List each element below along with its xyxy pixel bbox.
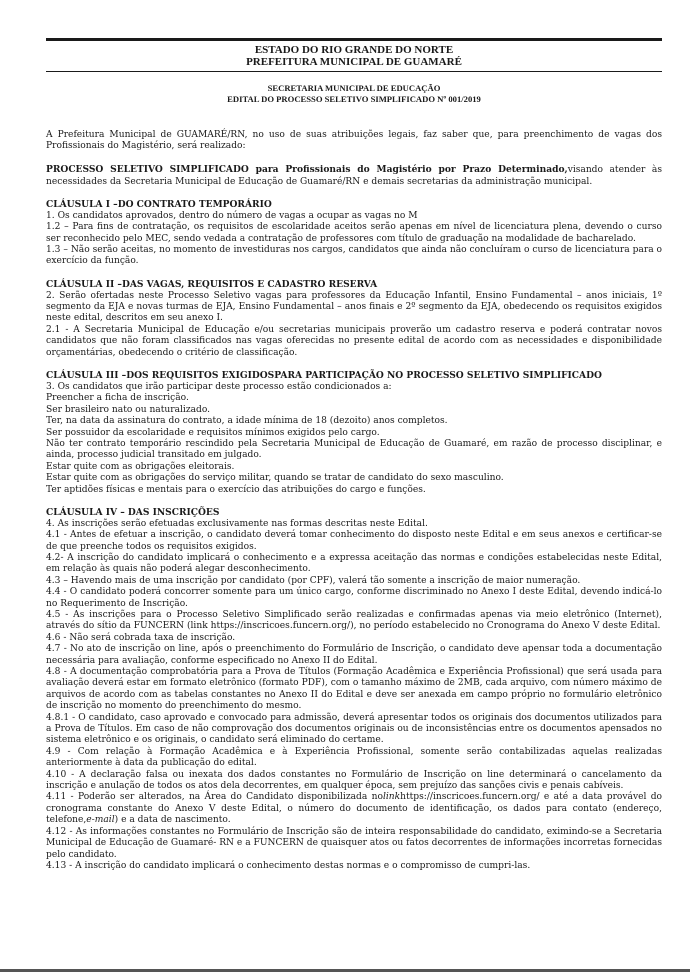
header-edital: EDITAL DO PROCESSO SELETIVO SIMPLIFICADO Nº 001/2019 [227, 94, 481, 104]
clause-4-item: 4.13 - A inscrição do candidato implicará o conhecimento destas normas e o compromisso de cumpri-las. [46, 860, 531, 871]
clause-2-title: CLÁUSULA II –DAS VAGAS, REQUISITOS E CADASTRO RESERVA [46, 279, 378, 291]
clause-4-item: 4.8 - A documentação comprobatória para a Prova de Títulos (Formação Acadêmica e Experiência Profissional) que será usada para avaliação deverá estar em formato eletrônico (formato PDF), com o tamanho máximo de 2MB, cada arquivo, com número máximo de arquivos de acordo com as tabelas constantes no Anexo II do Edital e deve ser anexada em campo próprio no formulário eletrônico de inscrição no momento do preenchimento do mesmo. [46, 667, 662, 712]
process-bold: PROCESSO SELETIVO SIMPLIFICADO para Profissionais do Magistério por Prazo Determinado, [46, 164, 568, 176]
header-bottom-rule [46, 71, 662, 72]
clause-4-item: 4.4 - O candidato poderá concorrer somente para um único cargo, conforme discriminado no Anexo I deste Edital, devendo indicá-lo no Requerimento de Inscrição. [46, 587, 662, 609]
clause-4-item: 4.9 - Com relação à Formação Acadêmica e à Experiência Profissional, somente serão contabilizadas aquelas realizadas anteriormente à data da publicação do edital. [46, 746, 662, 769]
document-body [46, 130, 662, 872]
clause-3-item: Ter aptidões físicas e mentais para o exercício das atribuições do cargo e funções. [46, 484, 426, 495]
clause-4-item: 4.10 - A declaração falsa ou inexata dos dados constantes no Formulário de Inscrição on line determinará o cancelamento da inscrição e anulação de todos os atos dela decorrentes, em qualquer época, sem prejuízo das sanções civis e penais cabíveis. [46, 769, 662, 792]
clause-1-title: CLÁUSULA I –DO CONTRATO TEMPORÁRIO [46, 199, 272, 211]
clause-3-item: Ser brasileiro nato ou naturalizado. [46, 404, 211, 415]
clause-3-item: Estar quite com as obrigações eleitorais. [46, 461, 235, 472]
process-paragraph [46, 164, 662, 188]
clause-4-item-4-11: 4.11 - Poderão ser alterados, na Área do Candidato disponibilizada nolinkhttps://inscricoes.funcern.org/ e até a data provável do cronograma constante do Anexo V deste Edital, o número do documento de identificação, os dados para contato (endereço, telefone,e-mail) e a data de nascimento. [46, 792, 662, 826]
clause-4-item: 4. As inscrições serão efetuadas exclusivamente nas formas descritas neste Edital. [46, 518, 428, 529]
clause-4-item: 4.3 – Havendo mais de uma inscrição por candidato (por CPF), valerá tão somente a inscrição de maior numeração. [46, 575, 581, 586]
clause-3-item: 3. Os candidatos que irão participar deste processo estão condicionados a: [46, 381, 392, 392]
clause-4-item: 4.2- A inscrição do candidato implicará o conhecimento e a expressa aceitação das normas e condições estabelecidas neste Edital, em relação às quais não poderá alegar desconhecimento. [46, 552, 662, 575]
header-city: PREFEITURA MUNICIPAL DE GUAMARÉ [246, 56, 462, 68]
clause-3-item: Ter, na data da assinatura do contrato, a idade mínima de 18 (dezoito) anos completos. [46, 416, 448, 427]
clause-2-item: 2.1 - A Secretaria Municipal de Educação e/ou secretarias municipais proverão um cadastro reserva e poderá contratar novos candidatos que não foram classificados nas vagas oferecidas no presente edital de acordo com as necessidades e disponibilidade orçamentárias, obedecendo o critério de classificação. [46, 324, 662, 358]
clause-4-item: 4.12 - As informações constantes no Formulário de Inscrição são de inteira responsabilidade do candidato, eximindo-se a Secretaria Municipal de Educação de Guamaré- RN e a FUNCERN de quaisquer atos ou fatos decorrentes de informações incorretas fornecidas pelo candidato. [46, 826, 662, 860]
clause-3-item: Não ter contrato temporário rescindido pela Secretaria Municipal de Educação de Guamaré, em razão de processo disciplinar, e ainda, processo judicial transitado em julgado. [46, 438, 662, 461]
clause-3-title: CLÁUSULA III –DOS REQUISITOS EXIGIDOSPARA PARTICIPAÇÃO NO PROCESSO SELETIVO SIMPLIFICADO [46, 370, 602, 382]
header-state: ESTADO DO RIO GRANDE DO NORTE [254, 44, 454, 56]
clause-1-item: 1. Os candidatos aprovados, dentro do número de vagas a ocupar as vagas no M [46, 210, 418, 221]
clause-1-item: 1.3 – Não serão aceitas, no momento de investiduras nos cargos, candidatos que ainda não concluíram o curso de licenciatura para o exercício da função. [46, 245, 662, 267]
clause-4-item: 4.5 - As inscrições para o Processo Seletivo Simplificado serão realizadas e confirmadas apenas via meio eletrônico (Internet), através do sítio da FUNCERN (link https://inscricoes.funcern.org/), no período estabelecido no Cronograma do Anexo V deste Edital. [46, 609, 662, 632]
clause-4-title: CLÁUSULA IV – DAS INSCRIÇÕES [46, 507, 220, 519]
clause-3-item: Ser possuidor da escolaridade e requisitos mínimos exigidos pelo cargo. [46, 427, 380, 438]
clause-2-item: 2. Serão ofertadas neste Processo Seletivo vagas para professores da Educação Infantil, Ensino Fundamental – anos iniciais, 1º segmento da EJA e novas turmas de EJA, Ensino Fundamental – anos finais e 2º segmento da EJA, obedecendo os requisitos exigidos neste edital, descritos em seu anexo I. [46, 290, 662, 324]
clause-4-item: 4.6 - Não será cobrada taxa de inscrição. [46, 632, 236, 643]
intro-paragraph: A Prefeitura Municipal de GUAMARÉ/RN, no uso de suas atribuições legais, faz saber que, para preenchimento de vagas dos Profissionais do Magistério, será realizado: [46, 130, 662, 152]
clause-3-item: Preencher a ficha de inscrição. [46, 393, 189, 404]
clause-4-item: 4.8.1 - O candidato, caso aprovado e convocado para admissão, deverá apresentar todos os originais dos documentos utilizados para a Prova de Títulos. Em caso de não comprovação dos documentos originais ou de inconsistências entre os documentos apensados no sistema eletrônico e os originais, o candidato será eliminado do certame. [46, 712, 662, 746]
clause-3-item: Estar quite com as obrigações do serviço militar, quando se tratar de candidato do sexo masculino. [46, 473, 504, 484]
process-rest: visando atender às necessidades da Secretaria Municipal de Educação de Guamaré/RN e demais secretarias da administração municipal. [46, 165, 662, 187]
header-secretariat: SECRETARIA MUNICIPAL DE EDUCAÇÃO [267, 83, 441, 93]
header-top-rule [46, 38, 662, 41]
clause-1-item: 1.2 – Para fins de contratação, os requisitos de escolaridade aceitos serão apenas em nível de licenciatura plena, devendo o curso ser reconhecido pelo MEC, sendo vedada a contratação de professores com título de graduação na modalidade de bacharelado. [46, 222, 662, 244]
clause-4-item: 4.1 - Antes de efetuar a inscrição, o candidato deverá tomar conhecimento do disposto neste Edital e em seus anexos e certificar-se de que preenche todos os requisitos exigidos. [46, 530, 662, 552]
clause-4-item: 4.7 - No ato de inscrição on line, após o preenchimento do Formulário de Inscrição, o candidato deve apensar toda a documentação necessária para avaliação, conforme especificado no Anexo II do Edital. [46, 644, 662, 666]
